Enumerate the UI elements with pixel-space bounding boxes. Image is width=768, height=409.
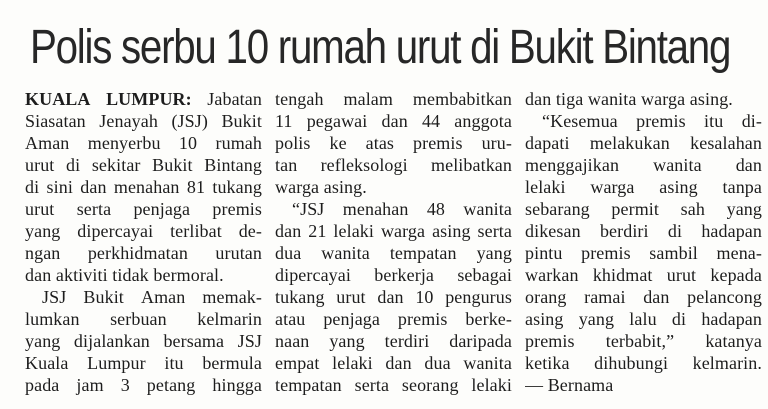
article-line: lelaki warga asing tanpa bbox=[525, 177, 762, 197]
article-line: tan refleksologi melibatkan bbox=[275, 155, 512, 175]
article-line: dapati melakukan kesalahan bbox=[525, 133, 762, 153]
article-line: warkan khidmat urut kepada bbox=[525, 265, 762, 285]
article-line: tukang urut dan 10 pengurus bbox=[275, 287, 512, 307]
article-line: dan tiga wanita warga asing. bbox=[525, 89, 733, 109]
article-line: KUALA LUMPUR: Jabatan bbox=[25, 89, 262, 109]
article-line: dikesan berdiri di hadapan bbox=[525, 221, 762, 241]
article-line: “Kesemua premis itu di- bbox=[542, 111, 762, 131]
article-line: “JSJ menahan 48 wanita bbox=[292, 199, 512, 219]
article-line: tempatan serta seorang lelaki bbox=[275, 375, 512, 395]
article-line: atau penjaga premis berke- bbox=[275, 309, 512, 329]
article-line: menggajikan wanita dan bbox=[525, 155, 762, 175]
article-line: JSJ Bukit Aman memak- bbox=[42, 287, 262, 307]
article-line: dan aktiviti tidak bermoral. bbox=[25, 265, 224, 285]
article-line: urut serta penjaga premis bbox=[25, 199, 262, 219]
article-line: warga asing. bbox=[275, 177, 367, 197]
article-line: ketika dihubungi kelmarin. bbox=[525, 353, 762, 373]
article-line: yang dijalankan bersama JSJ bbox=[25, 331, 262, 351]
article-line: urut di sekitar Bukit Bintang bbox=[25, 155, 262, 175]
article-line: tengah malam membabitkan bbox=[275, 89, 512, 109]
article-line: dipercayai berkerja sebagai bbox=[275, 265, 512, 285]
article-line: Kuala Lumpur itu bermula bbox=[25, 353, 262, 373]
article-line: Aman menyerbu 10 rumah bbox=[25, 133, 262, 153]
article-line: lumkan serbuan kelmarin bbox=[25, 309, 262, 329]
article-line: sebarang permit sah yang bbox=[525, 199, 762, 219]
article-line: dua wanita tempatan yang bbox=[275, 243, 512, 263]
article-line: premis terbabit,” katanya bbox=[525, 331, 762, 351]
article-line: empat lelaki dan dua wanita bbox=[275, 353, 512, 373]
article-line: naan yang terdiri daripada bbox=[275, 331, 512, 351]
article-line: — Bernama bbox=[525, 375, 614, 395]
article-line: asing yang lalu di hadapan bbox=[525, 309, 762, 329]
article-column-2 bbox=[275, 88, 512, 396]
article-column-1 bbox=[25, 88, 262, 396]
article-line: Siasatan Jenayah (JSJ) Bukit bbox=[25, 111, 262, 131]
article-line: yang dipercayai terlibat de- bbox=[25, 221, 262, 241]
article-line: ngan perkhidmatan urutan bbox=[25, 243, 262, 263]
article-line: orang ramai dan pelancong bbox=[525, 287, 762, 307]
article-line: pada jam 3 petang hingga bbox=[25, 375, 262, 395]
article-line: dan 21 lelaki warga asing serta bbox=[275, 221, 512, 241]
article-line: polis ke atas premis uru- bbox=[275, 133, 512, 153]
article-column-3 bbox=[525, 88, 762, 396]
article-line: di sini dan menahan 81 tukang bbox=[25, 177, 262, 197]
article-line: 11 pegawai dan 44 anggota bbox=[275, 111, 512, 131]
headline: Polis serbu 10 rumah urut di Bukit Bintang bbox=[30, 21, 731, 74]
article-line: pintu premis sambil mena- bbox=[525, 243, 762, 263]
article-body bbox=[25, 88, 762, 396]
